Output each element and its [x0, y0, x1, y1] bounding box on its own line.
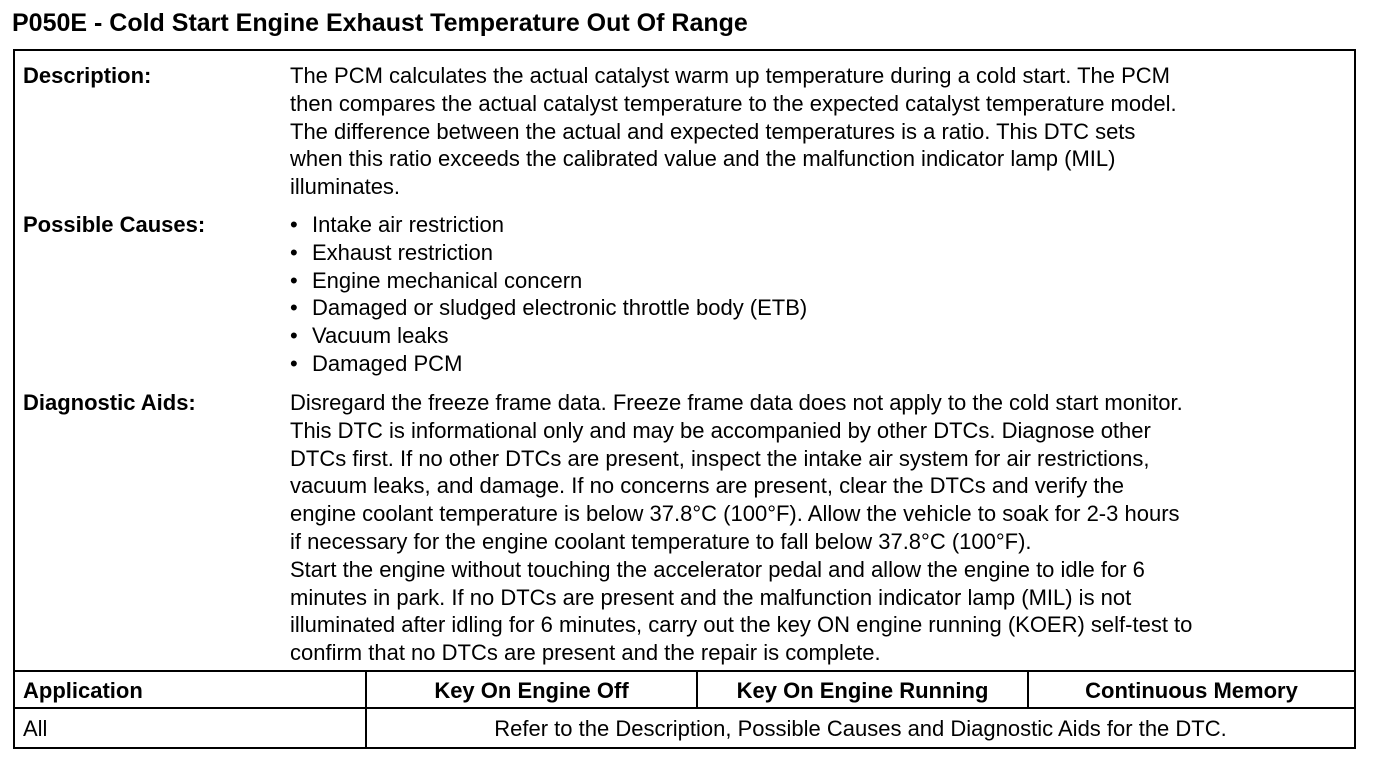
possible-causes-list	[290, 211, 1350, 378]
page-title: P050E - Cold Start Engine Exhaust Temperature Out Of Range	[12, 9, 748, 37]
description-text	[290, 62, 1350, 201]
list-item	[290, 350, 1350, 378]
description-line: when this ratio exceeds the calibrated value and the malfunction indicator lamp (MIL)	[290, 146, 1116, 172]
diagnostic-aids-line: illuminated after idling for 6 minutes, carry out the key ON engine running (KOER) self-test to	[290, 612, 1193, 638]
description-line: then compares the actual catalyst temperature to the expected catalyst temperature model.	[290, 90, 1177, 116]
list-item	[290, 322, 1350, 350]
description-line: illuminates.	[290, 174, 401, 200]
bullet-icon: •	[290, 212, 298, 237]
diagnostic-aids-line: vacuum leaks, and damage. If no concerns are present, clear the DTCs and verify the	[290, 473, 1124, 499]
description-line: The difference between the actual and expected temperatures is a ratio. This DTC sets	[290, 118, 1136, 144]
table-divider	[15, 707, 1354, 709]
diagnostic-aids-line: Disregard the freeze frame data. Freeze frame data does not apply to the cold start monitor.	[290, 390, 1183, 415]
cause-text: Damaged or sludged electronic throttle body (ETB)	[312, 295, 808, 321]
diagnostic-aids-line: engine coolant temperature is below 37.8°C (100°F). Allow the vehicle to soak for 2-3 hours	[290, 501, 1180, 527]
description-label: Description:	[23, 63, 152, 88]
header-key-on-engine-off: Key On Engine Off	[434, 678, 629, 703]
cause-text: Engine mechanical concern	[312, 267, 583, 293]
application-note: Refer to the Description, Possible Causes and Diagnostic Aids for the DTC.	[494, 716, 1227, 741]
diagnostic-aids-line: confirm that no DTCs are present and the repair is complete.	[290, 640, 881, 666]
diagnostic-aids-text	[290, 389, 1350, 667]
list-item	[290, 294, 1350, 322]
bullet-icon: •	[290, 295, 298, 321]
bullet-icon: •	[290, 323, 298, 349]
bullet-icon: •	[290, 267, 298, 293]
diagnostic-aids-label: Diagnostic Aids:	[23, 390, 196, 415]
bullet-icon: •	[290, 239, 298, 265]
cause-text: Intake air restriction	[312, 212, 504, 237]
application-value: All	[23, 716, 48, 741]
diagnostic-aids-line: minutes in park. If no DTCs are present and the malfunction indicator lamp (MIL) is not	[290, 584, 1132, 610]
list-item	[290, 267, 1350, 295]
list-item	[290, 211, 1350, 239]
header-key-on-engine-running: Key On Engine Running	[736, 678, 989, 703]
diagnostic-aids-line: DTCs first. If no other DTCs are present, inspect the intake air system for air restrictions,	[290, 445, 1150, 471]
table-divider	[15, 670, 1354, 672]
cause-text: Exhaust restriction	[312, 239, 493, 265]
cause-text: Damaged PCM	[312, 350, 463, 376]
header-application: Application	[23, 678, 143, 703]
diagnostic-aids-line: Start the engine without touching the accelerator pedal and allow the engine to idle for 6	[290, 556, 1145, 582]
diagnostic-aids-line: This DTC is informational only and may be accompanied by other DTCs. Diagnose other	[290, 417, 1151, 443]
possible-causes-label: Possible Causes:	[23, 212, 206, 237]
application-table	[15, 670, 1354, 747]
list-item	[290, 239, 1350, 267]
header-continuous-memory: Continuous Memory	[1085, 678, 1298, 703]
description-line: The PCM calculates the actual catalyst warm up temperature during a cold start. The PCM	[290, 63, 1170, 88]
bullet-icon: •	[290, 350, 298, 376]
diagnostic-aids-line: if necessary for the engine coolant temperature to fall below 37.8°C (100°F).	[290, 528, 1032, 554]
dtc-info-table	[13, 49, 1356, 749]
cause-text: Vacuum leaks	[312, 323, 449, 349]
